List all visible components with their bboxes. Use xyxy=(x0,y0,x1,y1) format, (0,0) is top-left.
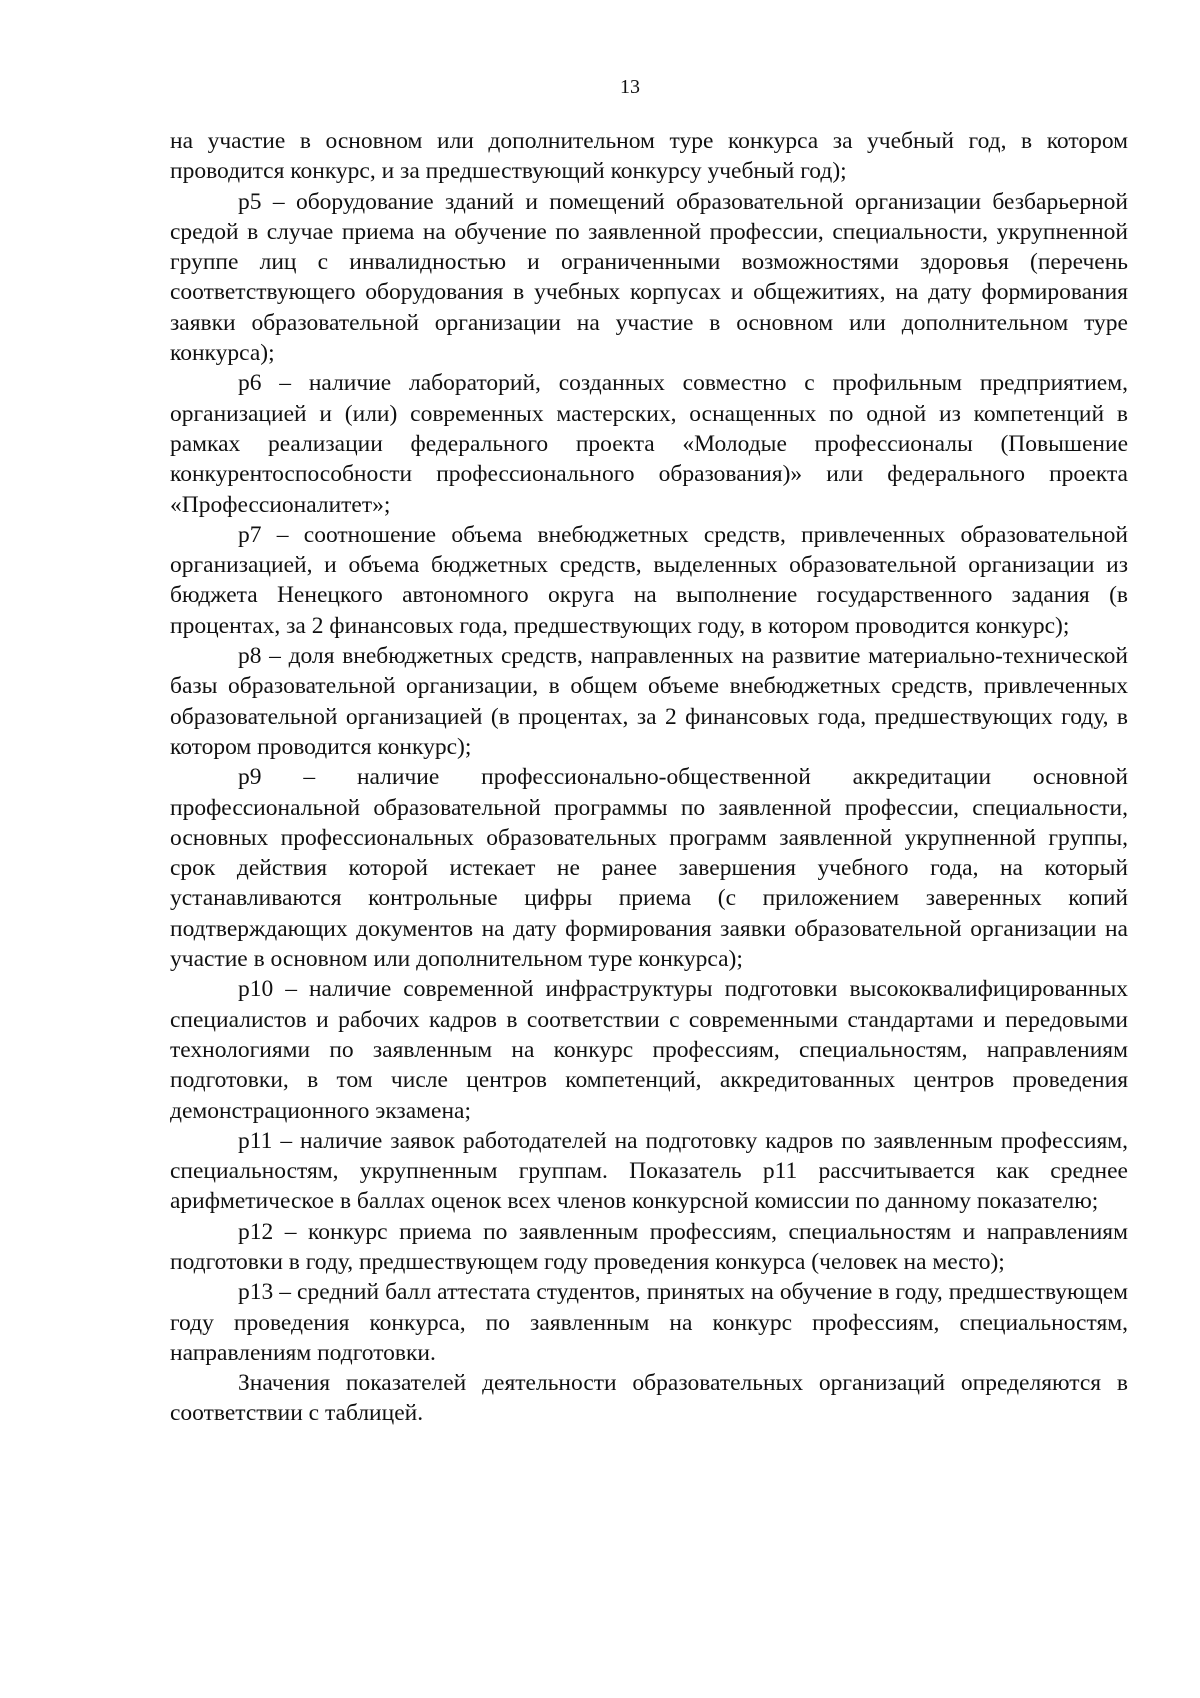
paragraph-p10: р10 – наличие современной инфраструктуры подготовки высококвалифицированных специалистов и рабочих кадров в соответствии с современными стандартами и передовыми технологиями по заявленным на конкурс профессиям, специальностям, направлениям подготовки, в том числе центров компетенций, аккредитованных центров проведения демонстрационного экзамена; xyxy=(170,976,1128,1124)
paragraph-continuation: на участие в основном или дополнительном туре конкурса за учебный год, в котором проводится конкурс, и за предшествующий конкурсу учебный год); xyxy=(170,128,1128,185)
paragraph-p13: р13 – средний балл аттестата студентов, принятых на обучение в году, предшествующем году проведения конкурса, по заявленным на конкурс профессиям, специальностям, направлениям подготовки. xyxy=(170,1279,1128,1366)
paragraph-p6: р6 – наличие лабораторий, созданных совместно с профильным предприятием, организацией и (или) современных мастерских, оснащенных по одной из компетенций в рамках реализации федерального проекта «Молодые профессионалы (Повышение конкурентоспособности профессионального образования)» или федерального проекта «Профессионалитет»; xyxy=(170,370,1128,518)
paragraph-p8: р8 – доля внебюджетных средств, направленных на развитие материально-технической базы образовательной организации, в общем объеме внебюджетных средств, привлеченных образовательной организацией (в процентах, за 2 финансовых года, предшествующих году, в котором проводится конкурс); xyxy=(170,643,1128,760)
paragraph-values-note: Значения показателей деятельности образовательных организаций определяются в соответствии с таблицей. xyxy=(170,1370,1128,1427)
page-number: 13 xyxy=(620,76,640,98)
paragraph-p12: р12 – конкурс приема по заявленным профессиям, специальностям и направлениям подготовки в году, предшествующем году проведения конкурса (человек на место); xyxy=(170,1218,1128,1275)
paragraph-p11: р11 – наличие заявок работодателей на подготовку кадров по заявленным профессиям, специальностям, укрупненным группам. Показатель р11 рассчитывается как среднее арифметическое в баллах оценок всех членов конкурсной комиссии по данному показателю; xyxy=(170,1127,1128,1215)
paragraph-p5: р5 – оборудование зданий и помещений образовательной организации безбарьерной средой в случае приема на обучение по заявленной профессии, специальности, укрупненной группе лиц с инвалидностью и ограниченными возможностями здоровья (перечень соответствующего оборудования в учебных корпусах и общежитиях, на дату формирования заявки образовательной организации на участие в основном или дополнительном туре конкурса); xyxy=(170,188,1128,367)
document-body xyxy=(170,126,1128,1429)
paragraph-p7: р7 – соотношение объема внебюджетных средств, привлеченных образовательной организацией, и объема бюджетных средств, выделенных образовательной организации из бюджета Ненецкого автономного округа на выполнение государственного задания (в процентах, за 2 финансовых года, предшествующих году, в котором проводится конкурс); xyxy=(170,521,1128,639)
paragraph-p9: р9 – наличие профессионально-общественной аккредитации основной профессиональной образовательной программы по заявленной профессии, специальности, основных профессиональных образовательных программ заявленной укрупненной группы, срок действия которой истекает не ранее завершения учебного года, на который устанавливаются контрольные цифры приема (с приложением заверенных копий подтверждающих документов на дату формирования заявки образовательной организации на участие в основном или дополнительном туре конкурса); xyxy=(170,764,1128,973)
